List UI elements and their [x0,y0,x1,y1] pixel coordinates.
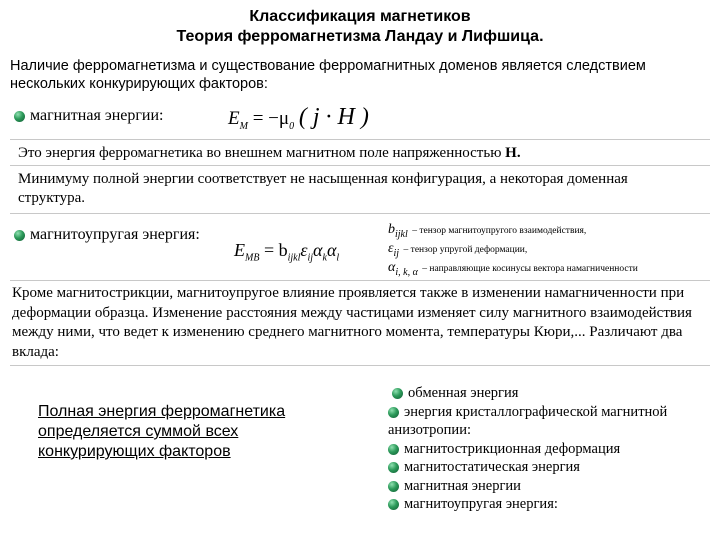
bullet-icon [14,230,25,241]
list-item: магнитостатическая энергия [388,458,714,477]
magnetic-energy-item [14,106,163,125]
separator [10,280,710,281]
title-line-2: Теория ферромагнетизма Ландау и Лифшица. [176,28,544,45]
list-item: обменная энергия [388,384,714,403]
magnetic-energy-formula: $E_M = -\mu_0$ ( j · H ) [228,104,369,132]
summary-text: Полная энергия ферромагнетика определяется суммой всех конкурирующих факторов [38,403,286,460]
bullet-icon [14,111,25,122]
intro-text: Наличие ферромагнетизма и существование ферромагнитных доменов является следствием нескольких конкурирующих факторов: [10,58,646,92]
list-item: энергия кристаллографической магнитной анизотропии: [388,403,668,438]
magnetoelastic-energy-label: магнитоупругая энергия: [30,226,200,243]
separator [10,165,710,166]
magnetoelastic-formula: $E_{MB} = b_{ijkl}\varepsilon_{ij}\alpha_k\alpha_l$ [234,240,340,264]
magnetoelastic-paragraph: Кроме магнитострикции, магнитоупругое влияние проявляется также в изменении намагниченности при деформации образца. Изменение расстояния между частицами изменяет силу магнитного взаимодействия между ними, что ведет к изменению среднего магнитного момента, температуры Кюри,... Различают два вклада: [12,285,692,360]
note-domain-structure: Минимуму полной энергии соответствует не насыщенная конфигурация, а некоторая доменная структура. [18,171,628,206]
legend-row: $\alpha_{i, k, \alpha}$ – направляющие косинусы вектора намагниченности [388,260,638,279]
magnetoelastic-legend [388,220,718,277]
components-list [388,384,714,514]
bullet-icon [388,407,399,418]
magnetoelastic-energy-item [14,225,200,244]
title-line-1: Классификация магнетиков [249,8,471,25]
bullet-icon [388,462,399,473]
list-item: магнитоупругая энергия: [388,495,714,514]
note-external-field: Это энергия ферромагнетика во внешнем магнитном поле напряженностью H. [18,145,521,161]
separator [10,213,710,214]
bullet-icon [388,444,399,455]
legend-row: $b_{ijkl}$ – тензор магнитоупругого взаимодействия, [388,222,587,241]
bullet-icon [392,388,403,399]
magnetic-energy-label: магнитная энергии: [30,107,164,124]
bullet-icon [388,499,399,510]
separator [10,139,710,140]
list-item: магнитострикционная деформация [388,440,714,459]
list-item: магнитная энергии [388,477,714,496]
legend-row: $\varepsilon_{ij}$ – тензор упругой деформации, [388,241,528,260]
bullet-icon [388,481,399,492]
separator [10,365,710,366]
